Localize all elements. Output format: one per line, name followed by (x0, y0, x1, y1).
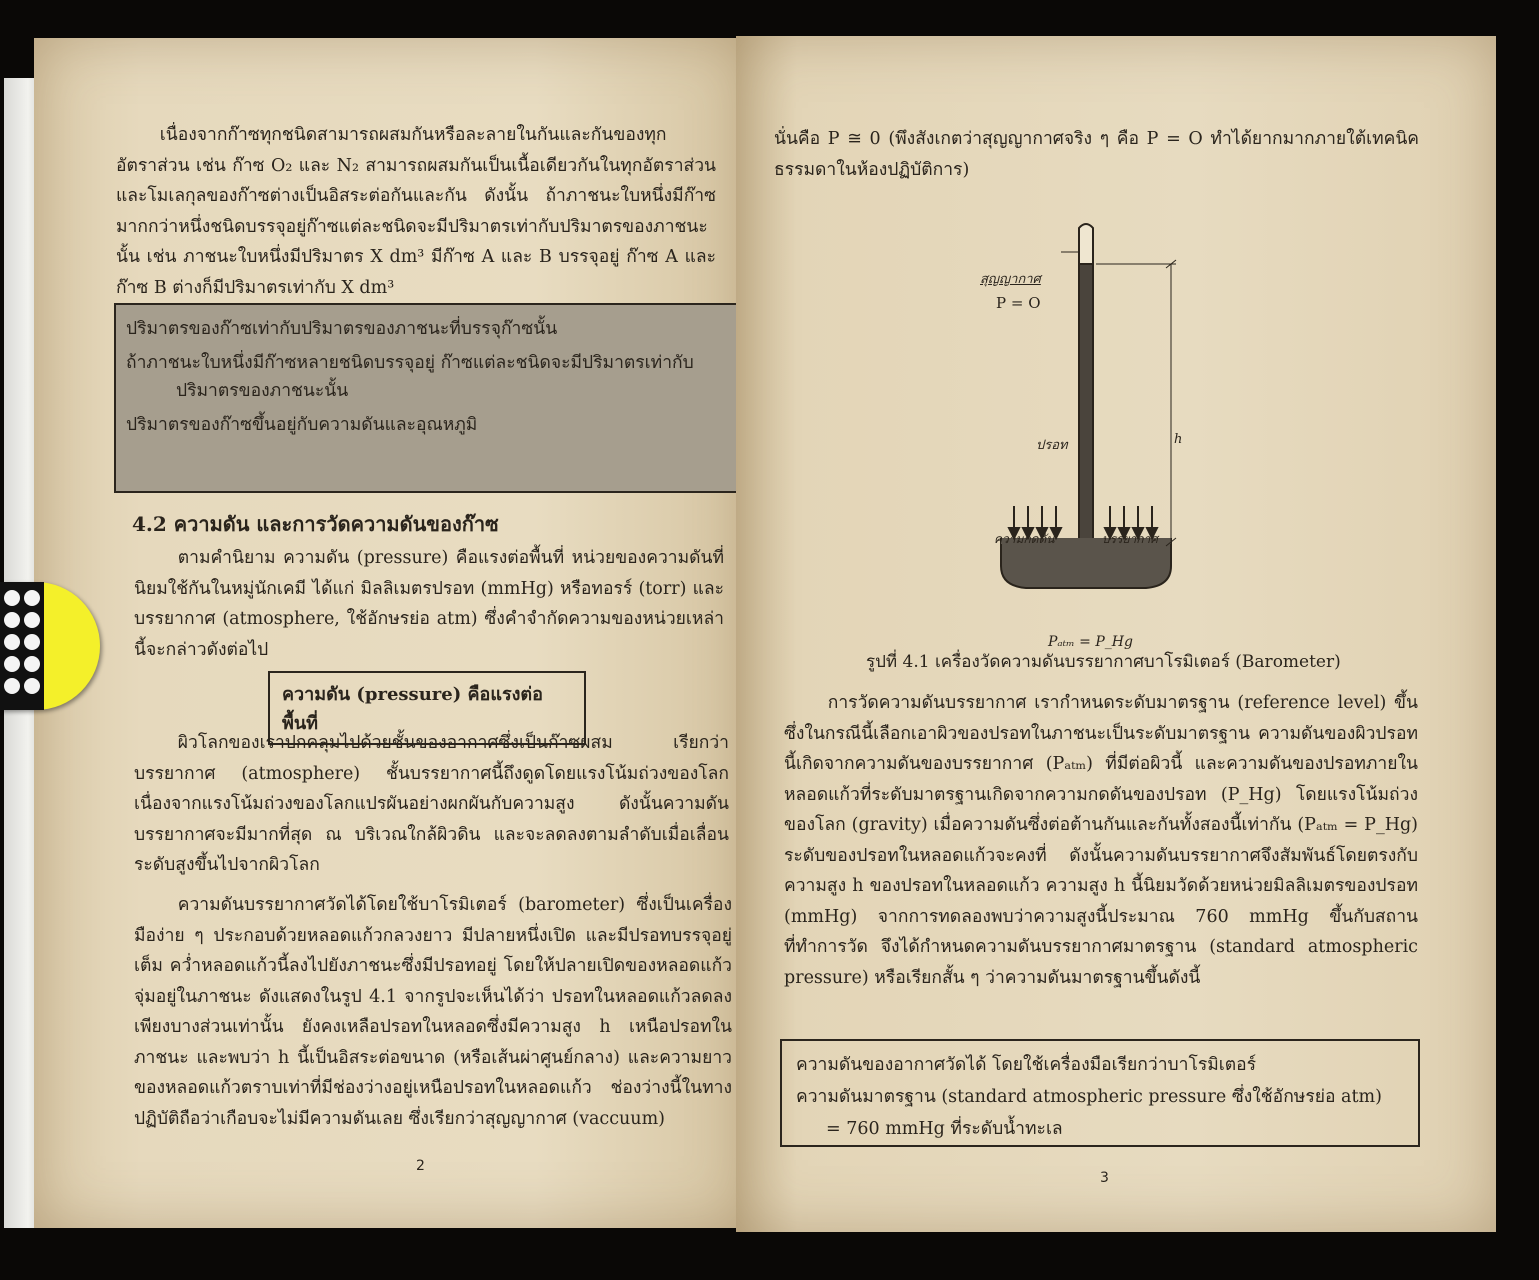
right-summary-line1: ความดันของอากาศวัดได้ โดยใช้เครื่องมือเรียกว่าบาโรมิเตอร์ (796, 1055, 1257, 1075)
label-atm-left: ความกดดัน (994, 532, 1055, 546)
left-para2-text: ตามคำนิยาม ความดัน (pressure) คือแรงต่อพื้นที่ หน่วยของความดันที่นิยมใช้กันในหมู่นักเคมี ได้แก่ มิลลิเมตรปรอท (mmHg) หรือทอรร์ (torr) และบรรยากาศ (atmosphere, ใช้อักษรย่อ atm) ซึ่งคำจำกัดความของหน่วยเหล่านี้จะกล่าวดังต่อไป (134, 548, 724, 660)
left-summary-line3: ปริมาตรของภาชนะนั้น (176, 381, 349, 401)
label-equation: Pₐₜₘ = P_Hg (1048, 634, 1133, 650)
barometer-figure (980, 216, 1186, 650)
label-h: h (1174, 432, 1183, 447)
left-paragraph-3 (134, 728, 729, 881)
section-heading: 4.2 ความดัน และการวัดความดันของก๊าซ (132, 512, 499, 536)
bookmark-dots (0, 582, 44, 710)
mercury-column (1079, 264, 1093, 544)
left-summary-box (114, 303, 750, 493)
right-summary-line2: ความดันมาตรฐาน (standard atmospheric pressure ซึ่งใช้อักษรย่อ atm) (796, 1087, 1382, 1107)
left-para3-text: ผิวโลกของเราปกคลุมไปด้วยชั้นของอากาศซึ่งเป็นก๊าซผสม เรียกว่า บรรยากาศ (atmosphere) ชั้นบรรยากาศนี้ถึงดูดโดยแรงโน้มถ่วงของโลก เนื่องจากแรงโน้มถ่วงของโลกแปรผันอย่างผกผันกับความสูง ดังนั้นความดันบรรยากาศจะมีมากที่สุด ณ บริเวณใกล้ผิวดิน และจะลดลงตามลำดับเมื่อเลื่อนระดับสูงขึ้นไปจากผิวโลก (134, 733, 729, 875)
right-page (736, 36, 1496, 1232)
right-paragraph-2 (784, 688, 1418, 993)
right-page-number: 3 (1100, 1170, 1109, 1186)
label-p-zero: P = O (996, 294, 1041, 312)
left-summary-line2: ถ้าภาชนะใบหนึ่งมีก๊าซหลายชนิดบรรจุอยู่ ก๊าซแต่ละชนิดจะมีปริมาตรเท่ากับ (126, 353, 694, 373)
left-para1-text: เนื่องจากก๊าซทุกชนิดสามารถผสมกันหรือละลายในกันและกันของทุกอัตราส่วน เช่น ก๊าซ O₂ และ N₂ สามารถผสมกันเป็นเนื้อเดียวกันในทุกอัตราส่วน และโมเลกุลของก๊าซต่างเป็นอิสระต่อกันและกัน ดังนั้น ถ้าภาชนะใบหนึ่งมีก๊าซมากกว่าหนึ่งชนิดบรรจุอยู่ก๊าซแต่ละชนิดจะมีปริมาตรเท่ากับปริมาตรของภาชนะนั้น เช่น ภาชนะใบหนึ่งมีปริมาตร X dm³ มีก๊าซ A และ B บรรจุอยู่ ก๊าซ A และก๊าซ B ต่างก็มีปริมาตรเท่ากับ X dm³ (116, 125, 716, 298)
left-summary-line4: ปริมาตรของก๊าซขึ้นอยู่กับความดันและอุณหภูมิ (126, 415, 478, 435)
right-summary-line3: = 760 mmHg ที่ระดับน้ำทะเล (826, 1119, 1063, 1139)
left-para4-text: ความดันบรรยากาศวัดได้โดยใช้บาโรมิเตอร์ (barometer) ซึ่งเป็นเครื่องมือง่าย ๆ ประกอบด้วยหลอดแก้วกลวงยาว มีปลายหนึ่งเปิด และมีปรอทบรรจุอยู่เต็ม คว่ำหลอดแก้วนี้ลงไปยังภาชนะซึ่งมีปรอทอยู่ โดยให้ปลายเปิดของหลอดแก้วจุ่มอยู่ในภาชนะ ดังแสดงในรูป 4.1 จากรูปจะเห็นได้ว่า ปรอทในหลอดแก้วลดลงเพียงบางส่วนเท่านั้น ยังคงเหลือปรอทในหลอดซึ่งมีความสูง h เหนือปรอทในภาชนะ และพบว่า h นี้เป็นอิสระต่อขนาด (หรือเส้นผ่าศูนย์กลาง) และความยาวของหลอดแก้วตราบเท่าที่มีช่องว่างอยู่เหนือปรอทในหลอดแก้ว ช่องว่างนี้ในทางปฏิบัติถือว่าเกือบจะไม่มีความดันเลย ซึ่งเรียกว่าสุญญากาศ (vaccuum) (134, 895, 732, 1129)
right-para2-text: การวัดความดันบรรยากาศ เรากำหนดระดับมาตรฐาน (reference level) ขึ้น ซึ่งในกรณีนี้เลือกเอาผิวของปรอทในภาชนะเป็นระดับมาตรฐาน ความดันของผิวปรอทนี้เกิดจากความดันของบรรยากาศ (Pₐₜₘ) ที่มีต่อผิวนี้ และความดันของปรอทภายในหลอดแก้วที่ระดับมาตรฐานเกิดจากความกดดันของปรอท (P_Hg) โดยแรงโน้มถ่วงของโลก (gravity) เมื่อความดันซึ่งต่อต้านกันและกันทั้งสองนี้เท่ากัน (Pₐₜₘ = P_Hg) ระดับของปรอทในหลอดแก้วจะคงที่ ดังนั้นความดันบรรยากาศจึงสัมพันธ์โดยตรงกับความสูง h ของปรอทในหลอดแก้ว ความสูง h นี้นิยมวัดด้วยหน่วยมิลลิเมตรของปรอท (mmHg) จากการทดลองพบว่าความสูงนี้ประมาณ 760 mmHg ขึ้นกับสถานที่ทำการวัด จึงได้กำหนดความดันบรรยากาศมาตรฐาน (standard atmospheric pressure) หรือเรียกสั้น ๆ ว่าความดันมาตรฐานขึ้นดังนี้ (784, 693, 1418, 988)
label-atm-right: บรรยากาศ (1102, 532, 1158, 546)
right-paragraph-1 (774, 124, 1419, 185)
label-mercury: ปรอท (1036, 438, 1068, 453)
left-paragraph-4 (134, 890, 732, 1134)
left-paragraph-1 (116, 120, 716, 303)
right-summary-box (780, 1039, 1420, 1147)
left-summary-line1: ปริมาตรของก๊าซเท่ากับปริมาตรของภาชนะที่บรรจุก๊าซนั้น (126, 319, 558, 339)
label-vacuum: สุญญากาศ (980, 272, 1041, 287)
figure-caption: รูปที่ 4.1 เครื่องวัดความดันบรรยากาศบาโรมิเตอร์ (Barometer) (866, 652, 1341, 672)
right-para1-text: นั่นคือ P ≅ 0 (พึงสังเกตว่าสุญญากาศจริง ๆ คือ P = O ทำได้ยากมากภายใต้เทคนิคธรรมดาในห้องปฏิบัติการ) (774, 129, 1419, 180)
left-paragraph-2 (134, 543, 724, 665)
definition-box: ความดัน (pressure) คือแรงต่อพื้นที่ (268, 671, 586, 745)
left-page (34, 38, 750, 1228)
left-page-number: 2 (416, 1158, 425, 1174)
